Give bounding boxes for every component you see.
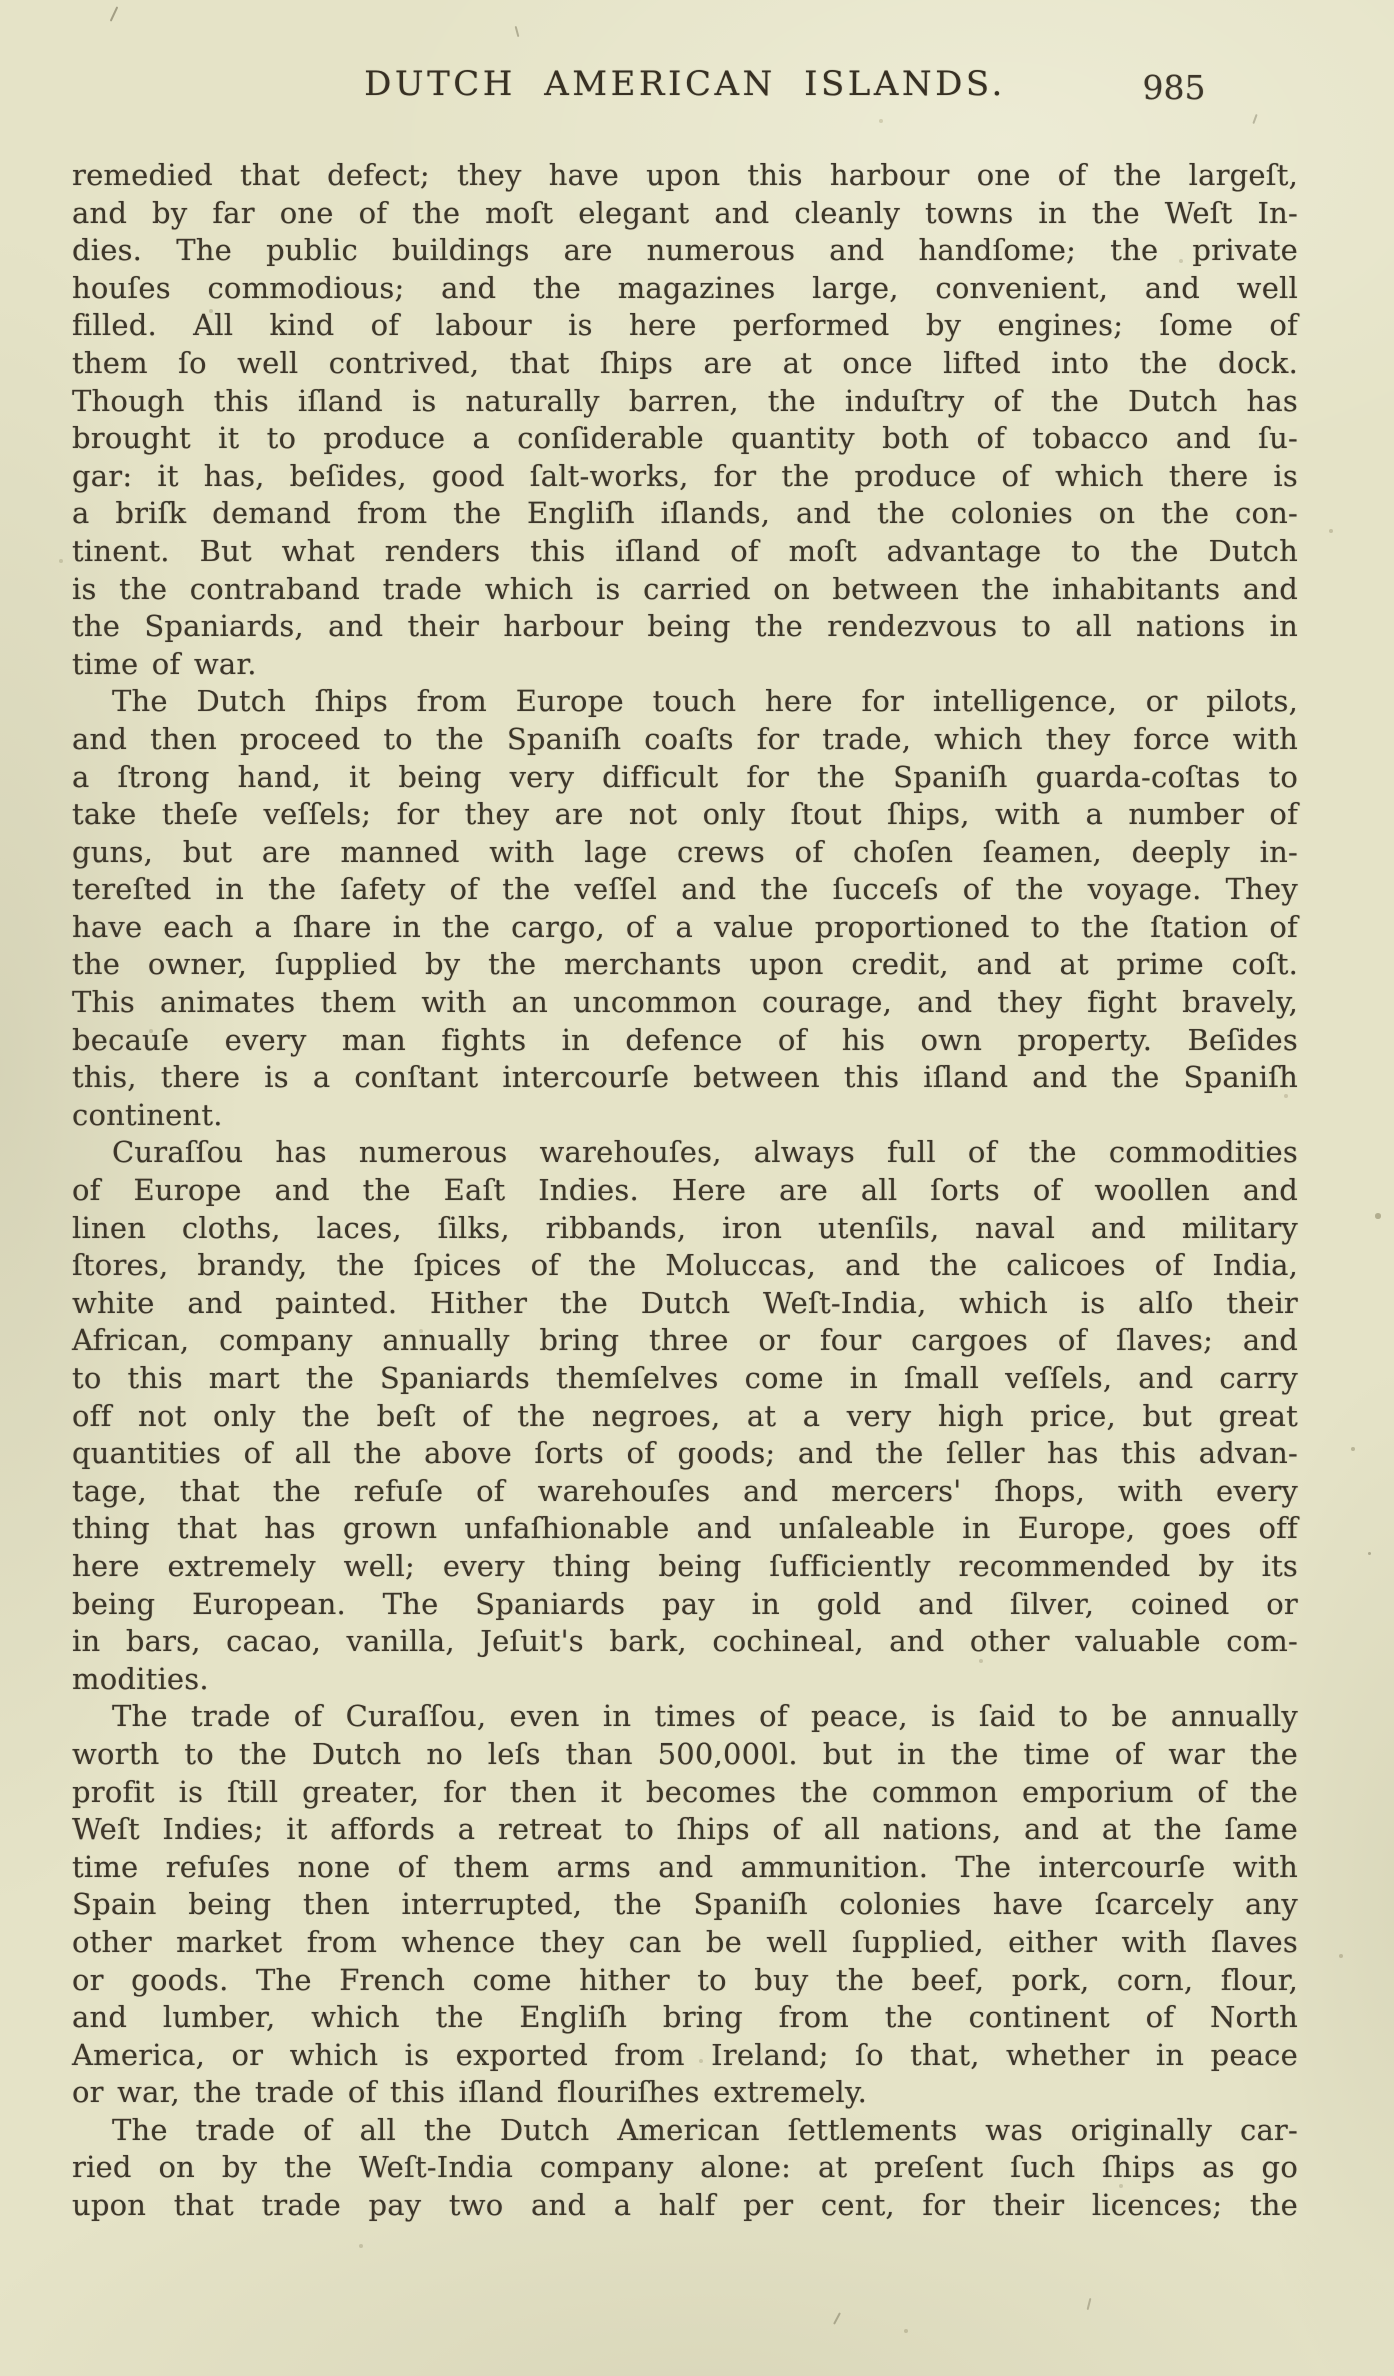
text-line: Curaſſou has numerous warehouſes, always full of the commodities [112, 1135, 1298, 1170]
text-line: tereſted in the ſafety of the veſſel and the ſucceſs of the voyage. They [72, 872, 1298, 907]
text-line: becauſe every man fights in defence of his own property. Beſides [72, 1022, 1298, 1057]
page-number: 985 [1142, 68, 1206, 107]
text-line: dies. The public buildings are numerous and handſome; the private [72, 233, 1298, 268]
text-line: linen cloths, laces, ſilks, ribbands, iron utenſils, naval and military [72, 1210, 1298, 1245]
scan-artifact [1252, 114, 1257, 124]
page-body [72, 157, 1298, 2225]
text-line: of Europe and the Eaſt Indies. Here are all ſorts of woollen and [72, 1173, 1298, 1208]
text-line: ſtores, brandy, the ſpices of the Moluccas, and the calicoes of India, [72, 1248, 1298, 1283]
text-line: time of war. [72, 646, 257, 681]
text-line: modities. [72, 1661, 209, 1696]
scan-artifact [515, 26, 520, 37]
text-line: being European. The Spaniards pay in gold and ſilver, coined or [72, 1586, 1298, 1621]
text-line: The Dutch ſhips from Europe touch here for intelligence, or pilots, [112, 684, 1298, 719]
text-line: off not only the beſt of the negroes, at a very high price, but great [72, 1398, 1298, 1433]
text-line: profit is ſtill greater, for then it becomes the common emporium of the [72, 1774, 1298, 1809]
text-line: This animates them with an uncommon courage, and they fight bravely, [72, 985, 1298, 1020]
text-line: other market from whence they can be well ſupplied, either with ſlaves [72, 1924, 1298, 1959]
text-line: tinent. But what renders this iſland of moſt advantage to the Dutch [72, 533, 1298, 568]
text-line: a briſk demand from the Engliſh iſlands, and the colonies on the con- [72, 496, 1298, 531]
text-line: tage, that the refuſe of warehouſes and mercers' ſhops, with every [72, 1473, 1298, 1508]
text-line: to this mart the Spaniards themſelves come in ſmall veſſels, and carry [72, 1361, 1298, 1395]
text-line: upon that trade pay two and a half per cent, for their licences; the [72, 2188, 1298, 2223]
text-line: filled. All kind of labour is here performed by engines; ſome of [72, 308, 1298, 343]
text-line: them ſo well contrived, that ſhips are at once lifted into the dock. [72, 345, 1298, 380]
text-line: time refuſes none of them arms and ammunition. The intercourſe with [72, 1849, 1298, 1884]
text-line: take theſe veſſels; for they are not only ſtout ſhips, with a number of [72, 797, 1298, 832]
text-line: America, or which is exported from Ireland; ſo that, whether in peace [72, 2037, 1298, 2072]
text-line: ried on by the Weſt-India company alone: at preſent ſuch ſhips as go [72, 2150, 1298, 2185]
text-line: Weſt Indies; it affords a retreat to ſhips of all nations, and at the ſame [72, 1812, 1298, 1847]
text-line: in bars, cacao, vanilla, Jeſuit's bark, cochineal, and other valuable com- [72, 1624, 1298, 1659]
text-line: and then proceed to the Spaniſh coaſts for trade, which they force with [72, 721, 1298, 756]
text-line: thing that has grown unfaſhionable and unſaleable in Europe, goes off [72, 1511, 1298, 1546]
text-line: the Spaniards, and their harbour being the rendezvous to all nations in [72, 609, 1298, 644]
text-line: quantities of all the above ſorts of goods; and the ſeller has this advan- [72, 1436, 1298, 1471]
text-line: and lumber, which the Engliſh bring from the continent of North [72, 2000, 1298, 2035]
text-line: brought it to produce a conſiderable quantity both of tobacco and ſu- [72, 421, 1298, 456]
text-line: white and painted. Hither the Dutch Weſt-India, which is alſo their [72, 1285, 1298, 1320]
scan-artifact [1087, 2298, 1092, 2310]
scan-artifact [1368, 1552, 1371, 1555]
text-line: Though this iſland is naturally barren, the induſtry of the Dutch has [72, 383, 1298, 418]
text-line: African, company annually bring three or four cargoes of ſlaves; and [72, 1323, 1298, 1358]
text-line: houſes commodious; and the magazines large, convenient, and well [72, 270, 1298, 305]
text-line: the owner, ſupplied by the merchants upon credit, and at prime coſt. [72, 947, 1298, 982]
text-line: this, there is a conſtant intercourſe between this iſland and the Spaniſh [72, 1060, 1298, 1095]
text-line: a ſtrong hand, it being very difficult for the Spaniſh guarda-coſtas to [72, 759, 1298, 794]
text-line: continent. [72, 1097, 223, 1132]
text-line: here extremely well; every thing being ſufficiently recommended by its [72, 1548, 1298, 1583]
text-line: and by far one of the moſt elegant and cleanly towns in the Weſt In- [72, 195, 1298, 230]
text-line: worth to the Dutch no leſs than 500,000l. but in the time of war the [72, 1736, 1298, 1771]
text-line: The trade of all the Dutch American ſettlements was originally car- [112, 2112, 1298, 2147]
text-line: gar: it has, beſides, good ſalt-works, for the produce of which there is [72, 458, 1298, 493]
text-line: have each a ſhare in the cargo, of a value proportioned to the ſtation of [72, 909, 1298, 944]
text-line: or goods. The French come hither to buy the beef, pork, corn, flour, [72, 1962, 1298, 1997]
text-line: Spain being then interrupted, the Spaniſh colonies have ſcarcely any [72, 1887, 1298, 1922]
scan-artifact [833, 2312, 841, 2324]
text-line: or war, the trade of this iſland flouriſhes extremely. [72, 2075, 868, 2110]
text-line: is the contraband trade which is carried on between the inhabitants and [72, 571, 1298, 606]
paper-texture [0, 0, 2, 2]
scan-artifact [110, 6, 119, 21]
text-line: The trade of Curaſſou, even in times of peace, is ſaid to be annually [112, 1699, 1298, 1734]
text-line: remedied that defect; they have upon this harbour one of the largeſt, [72, 158, 1298, 192]
page-title: DUTCH AMERICAN ISLANDS. [364, 64, 1006, 104]
text-line: guns, but are manned with lage crews of choſen ſeamen, deeply in- [72, 834, 1298, 869]
